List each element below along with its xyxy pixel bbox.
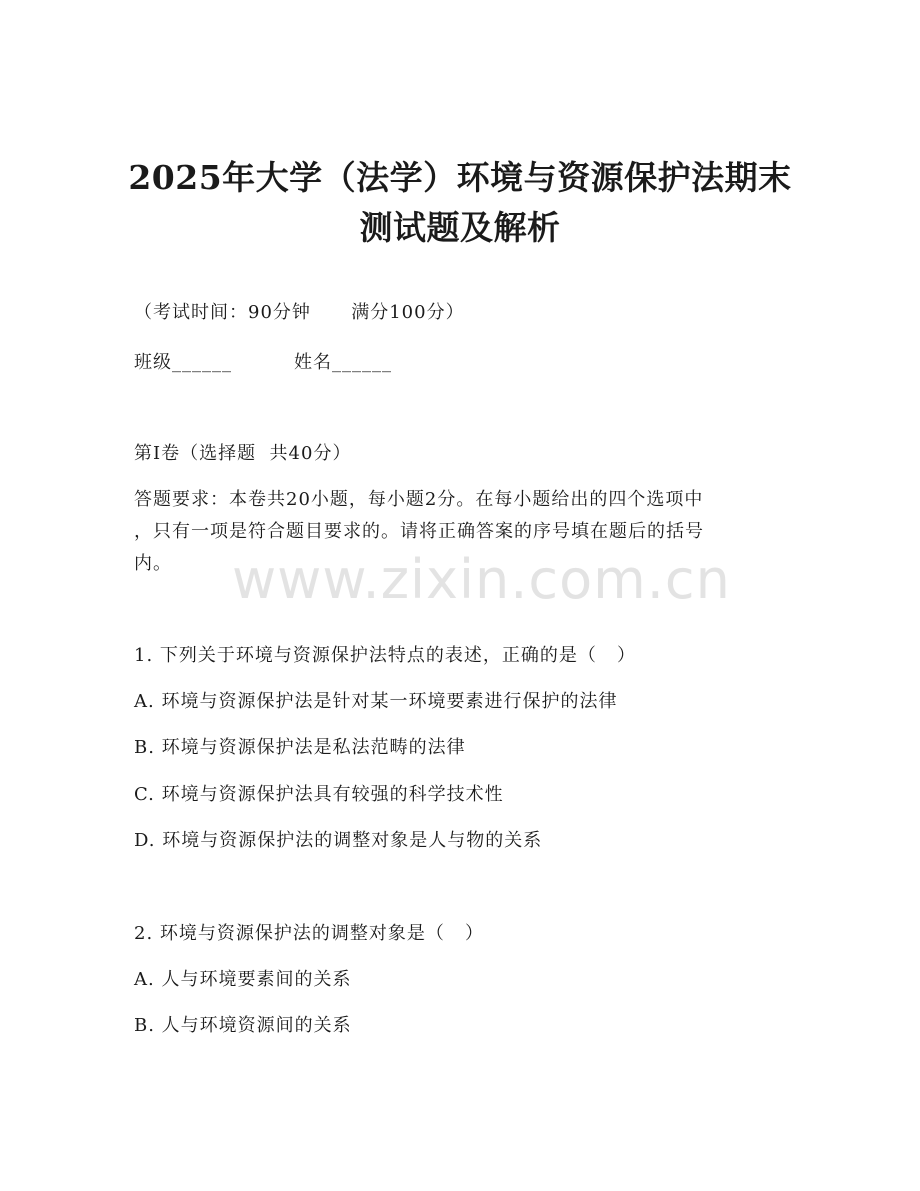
- question-1-option-d: D. 环境与资源保护法的调整对象是人与物的关系: [134, 830, 543, 851]
- class-field: 班级______: [134, 352, 232, 373]
- question-2-stem: 2. 环境与资源保护法的调整对象是（ ）: [134, 923, 485, 944]
- document-title-line-1: 2025年大学（法学）环境与资源保护法期末: [128, 158, 792, 197]
- instructions-line-2: ，只有一项是符合题目要求的。请将正确答案的序号填在题后的括号: [134, 521, 704, 542]
- question-1-option-b: B. 环境与资源保护法是私法范畴的法律: [134, 737, 466, 758]
- question-1-option-a: A. 环境与资源保护法是针对某一环境要素进行保护的法律: [134, 691, 618, 712]
- name-field: 姓名______: [294, 352, 392, 373]
- question-2-option-b: B. 人与环境资源间的关系: [134, 1015, 352, 1036]
- question-1-stem: 1. 下列关于环境与资源保护法特点的表述，正确的是（ ）: [134, 645, 637, 666]
- exam-info: （考试时间：90分钟 满分100分）: [134, 302, 465, 323]
- instructions-line-1: 答题要求：本卷共20小题，每小题2分。在每小题给出的四个选项中: [134, 489, 704, 510]
- section-heading: 第I卷（选择题 共40分）: [134, 443, 352, 464]
- document-title-line-2: 测试题及解析: [359, 208, 561, 247]
- question-1-option-c: C. 环境与资源保护法具有较强的科学技术性: [134, 784, 504, 805]
- question-2-option-a: A. 人与环境要素间的关系: [134, 969, 352, 990]
- instructions-line-3: 内。: [134, 553, 172, 574]
- watermark: www.zixin.com.cn: [232, 548, 731, 611]
